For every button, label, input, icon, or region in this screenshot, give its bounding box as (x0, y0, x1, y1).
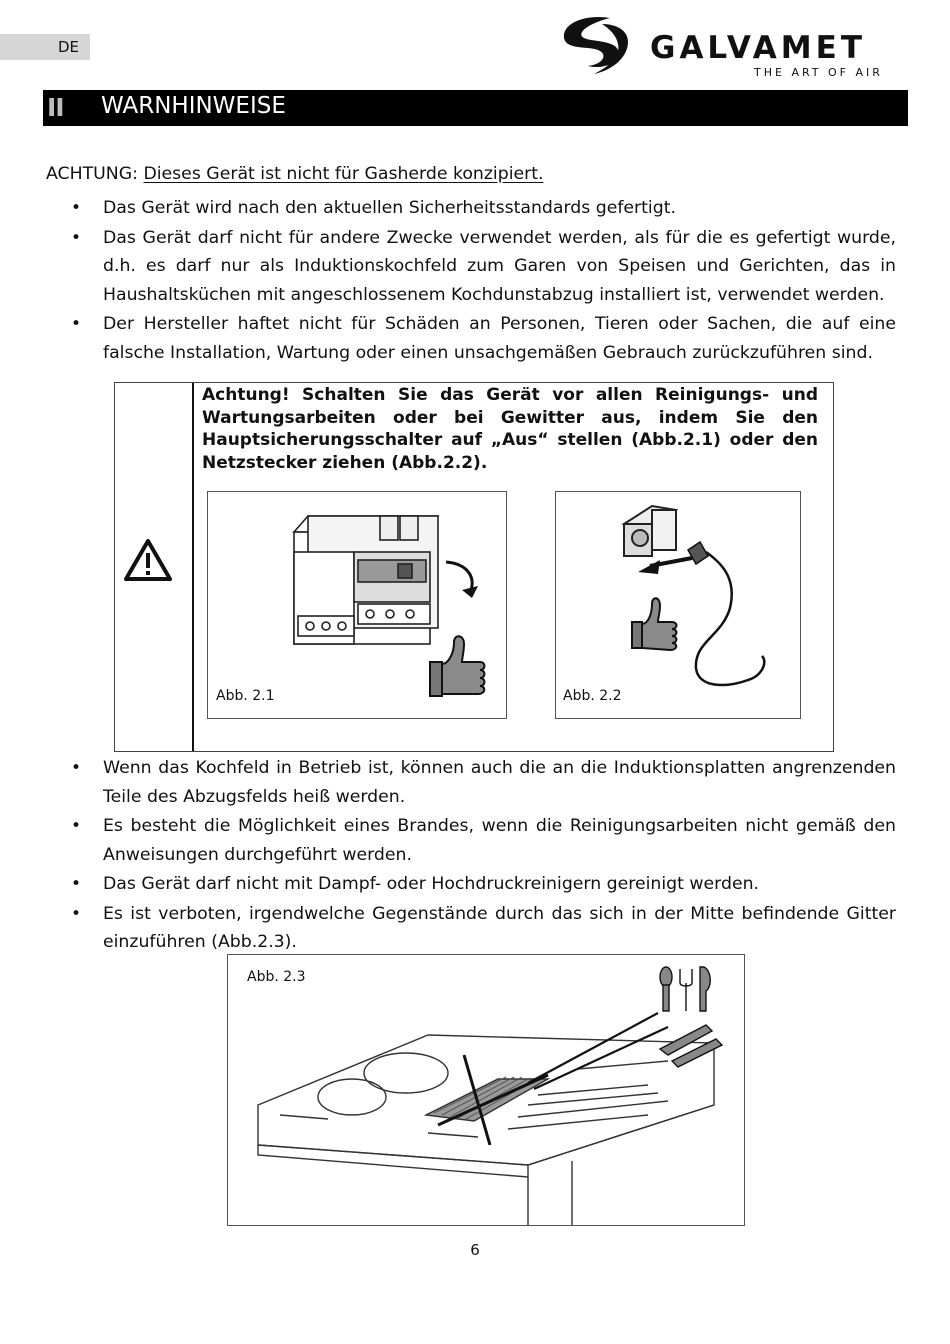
language-tab: DE (0, 34, 90, 60)
warning-list-top (48, 194, 896, 368)
list-item: • Das Gerät darf nicht für andere Zwecke verwendet werden, als für die es gefertigt wurde, d.h. es darf nur als Induktionskochfeld zum Garen von Speisen und Gerichten, das in Haushaltsküchen mit angeschlossenem Kochdunstabzug installiert ist, verwendet werden. (48, 224, 896, 310)
figure-2-1 (207, 491, 507, 719)
section-header (43, 90, 908, 126)
section-title: WARNHINWEISE (101, 93, 286, 119)
galvamet-swirl-icon (558, 12, 898, 82)
brand-name: GALVAMET (650, 30, 866, 66)
list-item: • Das Gerät darf nicht mit Dampf- oder Hochdruckreinigern gereinigt werden. (48, 870, 896, 899)
warning-prefix: ACHTUNG: (46, 164, 138, 184)
list-item: • Es besteht die Möglichkeit eines Brandes, wenn die Reinigungsarbeiten nicht gemäß den Anweisungen durchgeführt werden. (48, 812, 896, 869)
page-number: 6 (470, 1241, 480, 1259)
warning-text: Dieses Gerät ist nicht für Gasherde konzipiert. (143, 164, 544, 184)
section-number: II (47, 93, 64, 122)
warning-list-bottom (48, 754, 896, 958)
circuit-breaker-thumbs-up-icon (208, 492, 506, 718)
brand-tagline: THE ART OF AIR (754, 66, 883, 79)
list-item: • Es ist verboten, irgendwelche Gegenstände durch das sich in der Mitte befindende Gitter einzuführen (Abb.2.3). (48, 900, 896, 957)
list-item: • Das Gerät wird nach den aktuellen Sicherheitsstandards gefertigt. (48, 194, 896, 223)
figure-label: Abb. 2.2 (563, 688, 622, 704)
galvamet-logo (558, 12, 898, 82)
cooktop-grille-no-objects-icon (228, 955, 744, 1225)
list-item: • Wenn das Kochfeld in Betrieb ist, können auch die an die Induktionsplatten angrenzenden Teile des Abzugsfelds heiß werden. (48, 754, 896, 811)
caution-box (114, 382, 834, 752)
caution-text: Achtung! Schalten Sie das Gerät vor allen Reinigungs- und Wartungsarbeiten oder bei Gewitter aus, indem Sie den Hauptsicherungsschalter auf „Aus“ stellen (Abb.2.1) oder den Netzstecker ziehen (Abb.2.2). (202, 385, 818, 473)
caution-divider (192, 383, 194, 751)
figure-2-3 (227, 954, 745, 1226)
warning-triangle-icon (123, 537, 173, 583)
list-item: • Der Hersteller haftet nicht für Schäden an Personen, Tieren oder Sachen, die auf eine falsche Installation, Wartung oder einen unsachgemäßen Gebrauch zurückzuführen sind. (48, 310, 896, 367)
figure-label: Abb. 2.3 (247, 969, 306, 985)
gas-warning (46, 160, 544, 189)
figure-2-2 (555, 491, 801, 719)
unplug-socket-thumbs-up-icon (556, 492, 800, 718)
figure-label: Abb. 2.1 (216, 688, 275, 704)
